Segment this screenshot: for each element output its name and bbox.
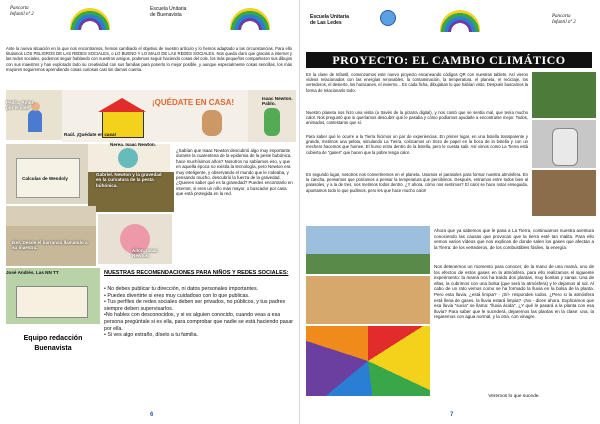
photo-class bbox=[306, 276, 430, 324]
photo-plant-pot bbox=[532, 170, 596, 216]
photo-wendoly bbox=[6, 144, 88, 204]
photo-children-parasol bbox=[306, 226, 430, 274]
caption-raul: Raúl. ¡Quédate en casa! bbox=[64, 132, 117, 137]
photo-nerea bbox=[88, 144, 170, 172]
recommendations-list bbox=[104, 286, 294, 339]
photo-jose-andres bbox=[6, 268, 100, 324]
caption-aiton: Aiton. Isaac Newton. bbox=[132, 248, 158, 259]
paragraph-6: Nos detenemos un momento para conocer, de la mano de una mamá, uno de los efectos de estos gases en la atmósfera, para ello realizamos el siguiente experimento: la mamá nos ha traído dos plantas, muy bonitas y sanas. Una de ellas, la cubrimos con una bolsa (que será la atmósfera) y le dejamos al sol. Al cabo de un rato vemos como se ha formado la lluvia en la bolsa de la planta. Pero esta lluvia, ¿está limpia? - ¡Sí!- responden todos. ¿Pero si la atmósfera está llena de gases, la lluvia estará limpia? -¡No - dicen ahora. Explicamos que esa lluvia "sucia" se llama: "lluvia ácida". ¿Y qué le pasará a la planta con esa lluvia? Para saber que le sucederá, dejaremos las plantas en la clase: una, la regaremos con agua normal, y la otra, con vinagre. bbox=[434, 264, 594, 320]
newton-text: ¿Sabían que Isaac Newton descubrió algo muy importante durante la cuarentena de la epidemia de la peste bubónica, hace muchísimos años? Nosotros no sabíamos eso, y que en aquella época no existía la tecnología, pero Newton era muy inteligente, y observando el mundo que le rodeaba, y pensando mucho, descubrió la fuerza de la gravedad. ¿Quieres saber qué es la gravedad? Puedes encontrarlo en internet, si eres un niño más mayor, o buscador por casa que está protegida en la red. bbox=[176, 148, 293, 197]
photo-plant-top bbox=[532, 72, 596, 118]
caption-isaac-pablo: Isaac Newton. Pablo. bbox=[262, 96, 293, 107]
caption-pedro: Pedro. Amor por el cole. bbox=[6, 100, 34, 111]
caption-iker: Iker. Desde el barranco llamando a su maestra. bbox=[12, 240, 88, 251]
drawing-roof bbox=[98, 98, 146, 112]
recommendation-item: • Puedes divertirte si eres muy cuidadoso con lo que publicas. bbox=[104, 292, 250, 299]
photo-pedro bbox=[6, 90, 62, 140]
paragraph-3: Para saber qué le ocurre a la Tierra hicimos un par de experiencias. En primer lugar, en una botella transparente y grande, metimos una pelota, simulando La Tierra, colocamos un trozo de papel en la boca de la botella y con un mechero hacemos que humee. El humo entra dentro de la botella, pero le cuesta salir. Así vimos como La Tierra está cubierta de "gases" que hacen que la pobre tenga calor. bbox=[306, 134, 528, 155]
article-title: PROYECTO: EL CAMBIO CLIMÁTICO bbox=[306, 52, 592, 68]
paragraph-2: Nuestro planeta nos hizo una visita (a través de la pizarra digital), y nos contó que se sentía mal, que tenía mucho calor. Nos preguntó que si queríamos descubrir qué le pasaba y cómo podíamos ayudarle a encontrarse mejor. Todos, animados, contestaron que sí. bbox=[306, 110, 528, 126]
closing-line: Veremos lo que sucede. bbox=[488, 394, 540, 399]
paragraph-1: En la clase de Infantil, comenzamos este nuevo proyecto escaneando códigos QR con nuestras tablets. Así vieron vídeos relacionados con las energías renovables, la contaminación, la temperatura, el planeta, el reciclaje, los vertederos, el desierto, los huracanes, el invierno... En cada ficha, dibujaban lo que habían visto. Después buscamos la forma de relacionarlo todo. bbox=[306, 72, 528, 93]
caption-gabriel: Gabriel. Newton y la gravedad en la curvatura de la pesta búhónica. bbox=[96, 172, 162, 188]
recommendation-item: • Tus perfiles de redes sociales deben ser privados, no públicos, y tus padres siempre deben supervisarlos. bbox=[104, 299, 286, 312]
team-credit: Equipo redacción Buenavista bbox=[23, 335, 83, 352]
page-number-right: 7 bbox=[450, 412, 454, 418]
right-header-magazine: Pancarta Infantil nº 2 bbox=[552, 14, 576, 25]
recommendation-item: • Si ves algo extraño, díselo a tu familia. bbox=[104, 332, 199, 339]
rainbow-logo-right bbox=[230, 8, 270, 30]
rainbow-logo-center bbox=[440, 10, 480, 32]
intro-text: Ante la nueva situación en la que nos encontramos, hemos cambiado el objetivo de nuestro artículo y lo hemos adaptado a las circunstancias. Para ello titulamos LOS PELIGROS DE LAS REDES SOCIALES, o LO BUENO Y LO MALO DE LAS REDES SOCIALES. Nos queda claro que gracias a internet y las redes sociales, podemos seguir hablando con nuestros amigos, podemos seguir haciendo cosas del cole, los más pequeños compartieron sus dibujos con sus maestros y han explorado todo su creatividad con sus familias para ponerlo lo mejor posible, y aunque especialmente cosas sencillas, los más mayores seguiremos aprendiendo cosas curiosas casi sin darnos cuenta. bbox=[6, 46, 292, 72]
paragraph-5: Ahora que ya sabemos que le pasa a La Tierra, continuamos nuestra aventura conociendo las causas que provocan que la tierra esté tan malita. Para ello vemos varios vídeos que nos explican de donde salen los gases que afectan a la Tierra: de los vertederos, de los combustibles fósiles, la energía. bbox=[434, 228, 594, 250]
page-number-left: 6 bbox=[150, 412, 154, 418]
rainbow-logo bbox=[70, 8, 110, 30]
left-header bbox=[0, 0, 300, 44]
drawing-text: ¡QUÉDATE EN CASA! bbox=[152, 98, 235, 107]
drawing-figure bbox=[202, 110, 222, 136]
caption-nerea-isaac: Nerea. Isaac Newton. bbox=[110, 142, 156, 147]
photo-iker bbox=[6, 206, 96, 266]
paragraph-4: En segundo lugar, nosotros nos convertiremos en el planeta. Usamos el parasoles para formar nuestra atmósfera. En la cancha, pensamos que poníamos a pensar la temperatura que percibimos. Después, entramos entre todos bien al parasoles, y a la de tres, nos metimos todos dentro. ¿Y ahora, cómo nos sentimos? El calor se hace notar enseguida, apuntamos todo lo que pudimos, pero les que hace mucho calor! bbox=[306, 172, 528, 193]
recommendation-item: •No hables con desconocidos, y si es alguien conocido, cuando veas a esa persona pregúntale si es ella, para comprobar que nadie se está haciendo pasar por ella. bbox=[104, 312, 294, 332]
right-header bbox=[300, 0, 600, 44]
left-header-school: Escuela Unitaria de Buenavista bbox=[150, 6, 187, 18]
right-header-school: Escuela Unitaria de Las Ledes bbox=[310, 14, 349, 26]
recommendation-item: • No debes publicar tu dirección, ni datos personales importantes. bbox=[104, 286, 259, 292]
photo-parachute bbox=[306, 326, 430, 396]
caption-jose-andres: José Andrés. Las NN TT bbox=[6, 270, 59, 275]
left-header-magazine: Pancarta Infantil nº 2 bbox=[10, 6, 34, 17]
recommendations-title: NUESTRAS RECOMENDACIONES PARA NIÑOS Y REDES SOCIALES: bbox=[104, 270, 289, 276]
right-page bbox=[300, 0, 600, 424]
caption-wendoly: Calculas de Wendoly bbox=[22, 176, 68, 181]
ledes-logo bbox=[380, 10, 396, 26]
photo-bottle-experiment bbox=[532, 120, 596, 168]
